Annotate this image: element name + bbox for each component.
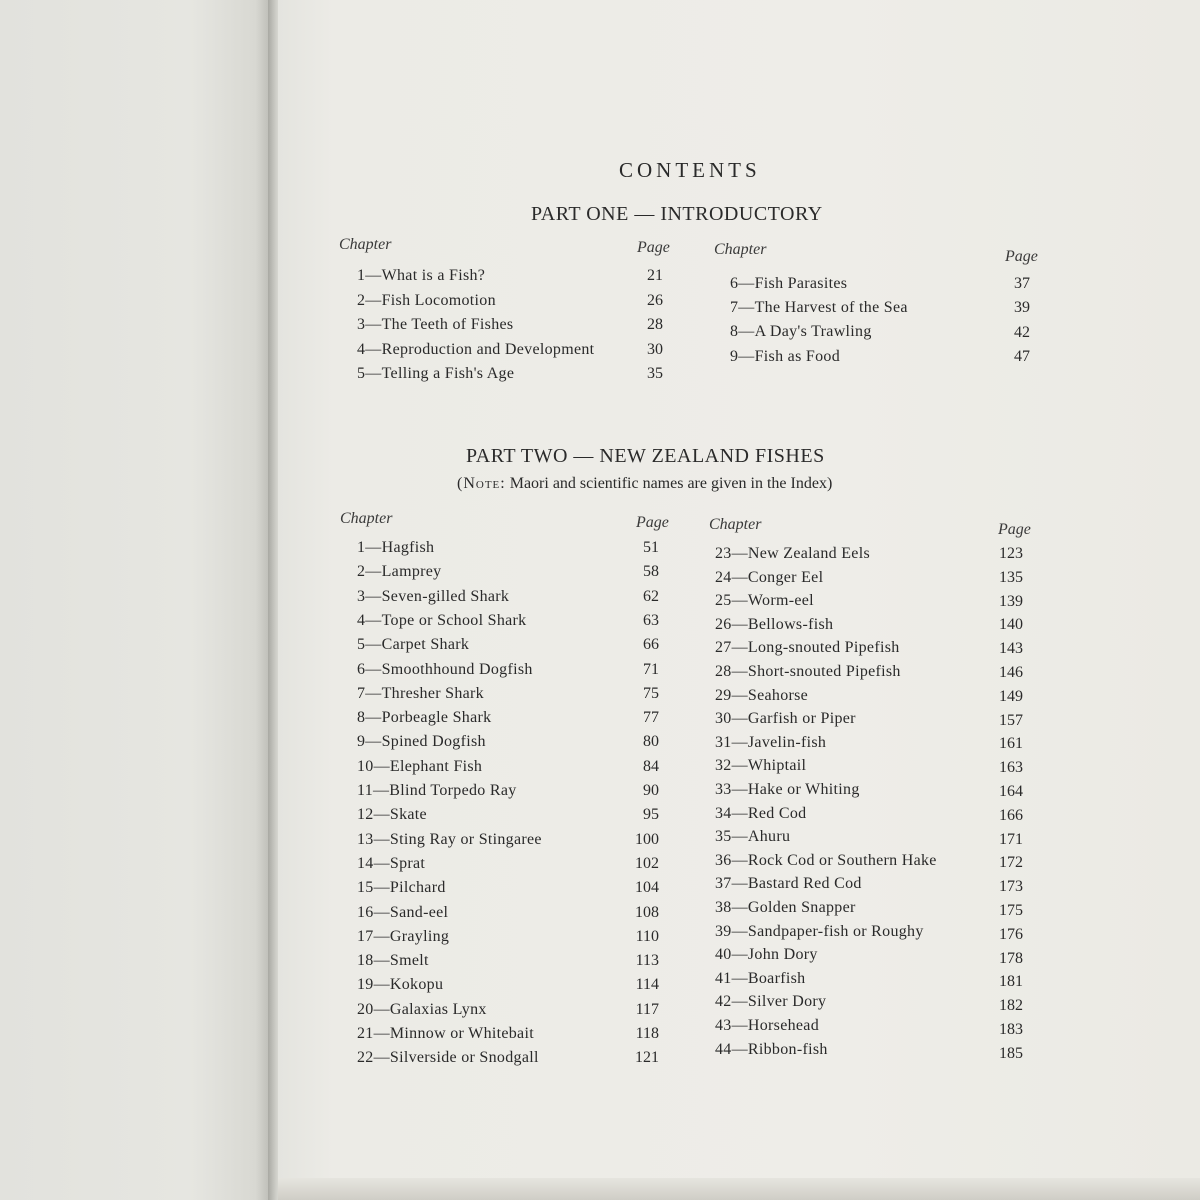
part-one-title: PART ONE — INTRODUCTORY	[531, 203, 823, 225]
chapter-entry-label: 17—Grayling	[357, 927, 450, 945]
chapter-entry-page: 35	[647, 365, 663, 382]
chapter-entry-page: 75	[643, 684, 659, 702]
chapter-entry-page: 90	[643, 782, 659, 799]
chapter-entry-page: 172	[999, 854, 1023, 872]
note-lead: (Note:	[457, 475, 506, 492]
chapter-entry-page: 37	[1014, 275, 1030, 292]
page-header: Page	[1005, 248, 1038, 265]
chapter-entry-label: 21—Minnow or Whitebait	[357, 1025, 534, 1042]
chapter-entry-page: 84	[643, 757, 659, 775]
chapter-entry-label: 35—Ahuru	[715, 828, 791, 846]
chapter-entry-page: 39	[1014, 299, 1030, 317]
chapter-entry-label: 4—Reproduction and Development	[357, 340, 595, 358]
chapter-entry-page: 104	[635, 879, 659, 897]
left-page	[0, 0, 272, 1200]
chapter-entry-label: 36—Rock Cod or Southern Hake	[715, 851, 937, 869]
chapter-entry-label: 19—Kokopu	[357, 976, 444, 994]
chapter-entry-page: 135	[999, 568, 1023, 586]
chapter-entry-page: 47	[1014, 348, 1030, 366]
chapter-entry-page: 175	[999, 902, 1023, 919]
chapter-entry-label: 6—Fish Parasites	[730, 275, 848, 292]
chapter-entry-page: 102	[635, 854, 659, 872]
chapter-entry-page: 71	[643, 660, 659, 678]
chapter-entry-label: 23—New Zealand Eels	[715, 545, 870, 562]
chapter-entry-label: 24—Conger Eel	[715, 568, 824, 586]
page-bottom-edge	[278, 1178, 1200, 1200]
chapter-entry-label: 12—Skate	[357, 806, 427, 824]
chapter-entry-label: 37—Bastard Red Cod	[715, 875, 862, 893]
chapter-entry-page: 183	[999, 1021, 1023, 1038]
chapter-entry-page: 185	[999, 1044, 1023, 1062]
chapter-entry-label: 31—Javelin-fish	[715, 733, 827, 751]
chapter-entry-page: 171	[999, 830, 1023, 848]
chapter-entry-label: 7—Thresher Shark	[357, 684, 484, 702]
chapter-entry-label: 8—Porbeagle Shark	[357, 709, 492, 727]
part-two-note	[457, 476, 832, 492]
chapter-entry-label: 22—Silverside or Snodgall	[357, 1049, 539, 1067]
chapter-entry-label: 30—Garfish or Piper	[715, 710, 856, 728]
chapter-entry-page: 28	[647, 316, 663, 333]
chapter-entry-page: 77	[643, 709, 659, 727]
chapter-entry-label: 39—Sandpaper-fish or Roughy	[715, 922, 924, 940]
chapter-entry-label: 42—Silver Dory	[715, 993, 827, 1011]
chapter-entry-page: 166	[999, 806, 1023, 824]
chapter-entry-page: 161	[999, 735, 1023, 753]
part-two-title: PART TWO — NEW ZEALAND FISHES	[466, 445, 825, 467]
chapter-entry-page: 118	[635, 1025, 659, 1042]
chapter-entry-label: 9—Spined Dogfish	[357, 733, 486, 751]
chapter-entry-label: 26—Bellows-fish	[715, 615, 834, 633]
chapter-entry-label: 3—The Teeth of Fishes	[357, 316, 514, 333]
chapter-entry-page: 173	[999, 878, 1023, 896]
chapter-entry-label: 40—John Dory	[715, 946, 818, 964]
chapter-entry-page: 63	[643, 611, 659, 629]
chapter-entry-label: 5—Telling a Fish's Age	[357, 365, 515, 382]
chapter-entry-label: 5—Carpet Shark	[357, 636, 470, 654]
chapter-entry-label: 20—Galaxias Lynx	[357, 1000, 487, 1018]
chapter-entry-page: 140	[999, 616, 1023, 634]
chapter-entry-page: 95	[643, 806, 659, 824]
chapter-entry-label: 4—Tope or School Shark	[357, 611, 527, 629]
chapter-entry-label: 38—Golden Snapper	[715, 899, 856, 916]
chapter-entry-label: 25—Worm-eel	[715, 592, 814, 610]
chapter-entry-label: 32—Whiptail	[715, 757, 807, 775]
chapter-entry-label: 9—Fish as Food	[730, 347, 840, 365]
chapter-entry-page: 80	[643, 733, 659, 751]
contents-title: CONTENTS	[619, 158, 761, 182]
chapter-entry-label: 41—Boarfish	[715, 969, 806, 987]
chapter-entry-page: 62	[643, 587, 659, 605]
chapter-entry-label: 43—Horsehead	[715, 1017, 820, 1034]
chapter-entry-page: 182	[999, 997, 1023, 1015]
chapter-entry-page: 114	[635, 976, 659, 994]
chapter-entry-page: 164	[999, 783, 1023, 800]
chapter-entry-label: 1—Hagfish	[357, 539, 435, 556]
chapter-entry-label: 3—Seven-gilled Shark	[357, 587, 510, 605]
chapter-entry-page: 66	[643, 636, 659, 654]
chapter-header: Chapter	[339, 236, 392, 253]
chapter-entry-page: 100	[635, 830, 659, 848]
chapter-entry-label: 7—The Harvest of the Sea	[730, 299, 908, 317]
chapter-entry-label: 14—Sprat	[357, 854, 426, 872]
chapter-entry-page: 176	[999, 925, 1023, 943]
chapter-header: Chapter	[714, 241, 767, 258]
chapter-entry-page: 157	[999, 711, 1023, 729]
page-header: Page	[636, 514, 669, 531]
chapter-entry-page: 146	[999, 664, 1023, 681]
chapter-entry-page: 113	[635, 952, 659, 970]
chapter-entry-page: 139	[999, 592, 1023, 610]
note-text: Maori and scientific names are given in the Index)	[505, 475, 833, 492]
chapter-entry-page: 108	[635, 903, 659, 921]
chapter-entry-page: 117	[635, 1000, 659, 1018]
chapter-entry-page: 123	[999, 545, 1023, 562]
page-header: Page	[637, 239, 670, 256]
chapter-entry-label: 1—What is a Fish?	[357, 267, 486, 284]
chapter-entry-page: 149	[999, 687, 1023, 705]
chapter-entry-label: 2—Lamprey	[357, 563, 442, 581]
chapter-entry-label: 18—Smelt	[357, 952, 429, 970]
chapter-entry-label: 29—Seahorse	[715, 686, 809, 704]
chapter-entry-page: 178	[999, 949, 1023, 967]
page-header: Page	[998, 521, 1031, 538]
chapter-entry-page: 181	[999, 973, 1023, 991]
chapter-entry-label: 11—Blind Torpedo Ray	[357, 782, 517, 799]
chapter-entry-page: 121	[635, 1049, 659, 1067]
chapter-entry-label: 44—Ribbon-fish	[715, 1040, 828, 1058]
chapter-entry-page: 110	[635, 927, 659, 945]
chapter-entry-page: 143	[999, 640, 1023, 658]
chapter-header: Chapter	[340, 510, 393, 527]
chapter-entry-label: 2—Fish Locomotion	[357, 291, 496, 309]
chapter-entry-page: 26	[647, 291, 663, 309]
chapter-entry-page: 51	[643, 539, 659, 556]
chapter-entry-page: 58	[643, 563, 659, 581]
chapter-entry-page: 30	[647, 340, 663, 358]
chapter-entry-label: 15—Pilchard	[357, 879, 446, 897]
chapter-entry-label: 28—Short-snouted Pipefish	[715, 663, 901, 680]
chapter-entry-label: 27—Long-snouted Pipefish	[715, 639, 900, 657]
chapter-entry-label: 33—Hake or Whiting	[715, 781, 860, 798]
chapter-entry-page: 21	[647, 267, 663, 284]
chapter-entry-label: 10—Elephant Fish	[357, 757, 483, 775]
chapter-header: Chapter	[709, 516, 762, 533]
chapter-entry-page: 42	[1014, 323, 1030, 341]
chapter-entry-label: 34—Red Cod	[715, 804, 807, 822]
chapter-entry-label: 6—Smoothhound Dogfish	[357, 660, 533, 678]
chapter-entry-label: 13—Sting Ray or Stingaree	[357, 830, 542, 848]
chapter-entry-label: 16—Sand-eel	[357, 903, 449, 921]
chapter-entry-page: 163	[999, 759, 1023, 777]
chapter-entry-label: 8—A Day's Trawling	[730, 323, 872, 341]
